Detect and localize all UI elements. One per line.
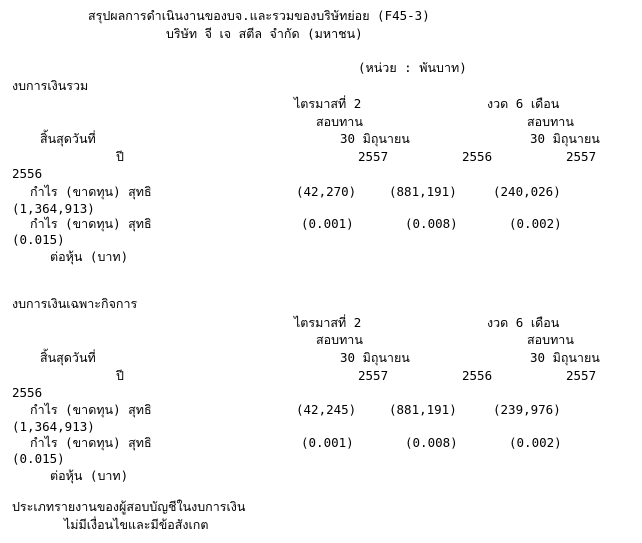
net-profit-value-4: (1,364,913)	[12, 419, 95, 434]
date-six-months: 30 มิถุนายน	[530, 350, 600, 365]
year-label: ปี	[116, 149, 124, 164]
eps-value-4: (0.015)	[12, 232, 65, 247]
eps-value-1: (0.001)	[301, 216, 354, 231]
year-col-3: 2557	[566, 149, 597, 164]
eps-value-3: (0.002)	[509, 216, 562, 231]
year-col-4: 2556	[12, 166, 43, 181]
net-profit-label: กำไร (ขาดทุน) สุทธิ	[30, 402, 152, 417]
eps-value-4: (0.015)	[12, 451, 65, 466]
eps-value-2: (0.008)	[405, 435, 458, 450]
date-quarter: 30 มิถุนายน	[340, 350, 410, 365]
section-heading: งบการเงินรวม	[12, 78, 89, 93]
net-profit-value-4: (1,364,913)	[12, 201, 95, 216]
date-quarter: 30 มิถุนายน	[340, 131, 410, 146]
year-col-2: 2556	[462, 368, 493, 383]
audit-report-type-label: ประเภทรายงานของผู้สอบบัญชีในงบการเงิน	[12, 499, 246, 514]
year-label: ปี	[116, 368, 124, 383]
eps-label: กำไร (ขาดทุน) สุทธิ	[30, 216, 152, 231]
net-profit-value-2: (881,191)	[389, 184, 457, 199]
col-six-months-header: งวด 6 เดือน	[487, 315, 560, 330]
per-share-label: ต่อหุ้น (บาท)	[50, 249, 129, 264]
reviewed-quarter: สอบทาน	[316, 332, 363, 347]
period-end-label: สิ้นสุดวันที่	[40, 131, 96, 146]
net-profit-value-1: (42,245)	[296, 402, 357, 417]
period-end-label: สิ้นสุดวันที่	[40, 350, 96, 365]
eps-value-3: (0.002)	[509, 435, 562, 450]
reviewed-six-months: สอบทาน	[527, 114, 574, 129]
report-title: สรุปผลการดำเนินงานของบจ.และรวมของบริษัทย่อย (F45-3)	[88, 8, 430, 23]
year-col-4: 2556	[12, 385, 43, 400]
net-profit-value-1: (42,270)	[296, 184, 357, 199]
year-col-2: 2556	[462, 149, 493, 164]
date-six-months: 30 มิถุนายน	[530, 131, 600, 146]
section-heading: งบการเงินเฉพาะกิจการ	[12, 296, 138, 311]
year-col-1: 2557	[358, 149, 389, 164]
net-profit-value-3: (240,026)	[493, 184, 561, 199]
company-name: บริษัท จี เจ สตีล จำกัด (มหาชน)	[166, 26, 363, 41]
eps-value-1: (0.001)	[301, 435, 354, 450]
unit-note: (หน่วย : พันบาท)	[358, 60, 467, 75]
col-quarter-header: ไตรมาสที่ 2	[294, 96, 362, 111]
reviewed-six-months: สอบทาน	[527, 332, 574, 347]
reviewed-quarter: สอบทาน	[316, 114, 363, 129]
eps-label: กำไร (ขาดทุน) สุทธิ	[30, 435, 152, 450]
per-share-label: ต่อหุ้น (บาท)	[50, 468, 129, 483]
net-profit-value-3: (239,976)	[493, 402, 561, 417]
audit-report-type-value: ไม่มีเงื่อนไขและมีข้อสังเกต	[64, 517, 209, 532]
net-profit-value-2: (881,191)	[389, 402, 457, 417]
col-quarter-header: ไตรมาสที่ 2	[294, 315, 362, 330]
eps-value-2: (0.008)	[405, 216, 458, 231]
year-col-3: 2557	[566, 368, 597, 383]
net-profit-label: กำไร (ขาดทุน) สุทธิ	[30, 184, 152, 199]
year-col-1: 2557	[358, 368, 389, 383]
col-six-months-header: งวด 6 เดือน	[487, 96, 560, 111]
